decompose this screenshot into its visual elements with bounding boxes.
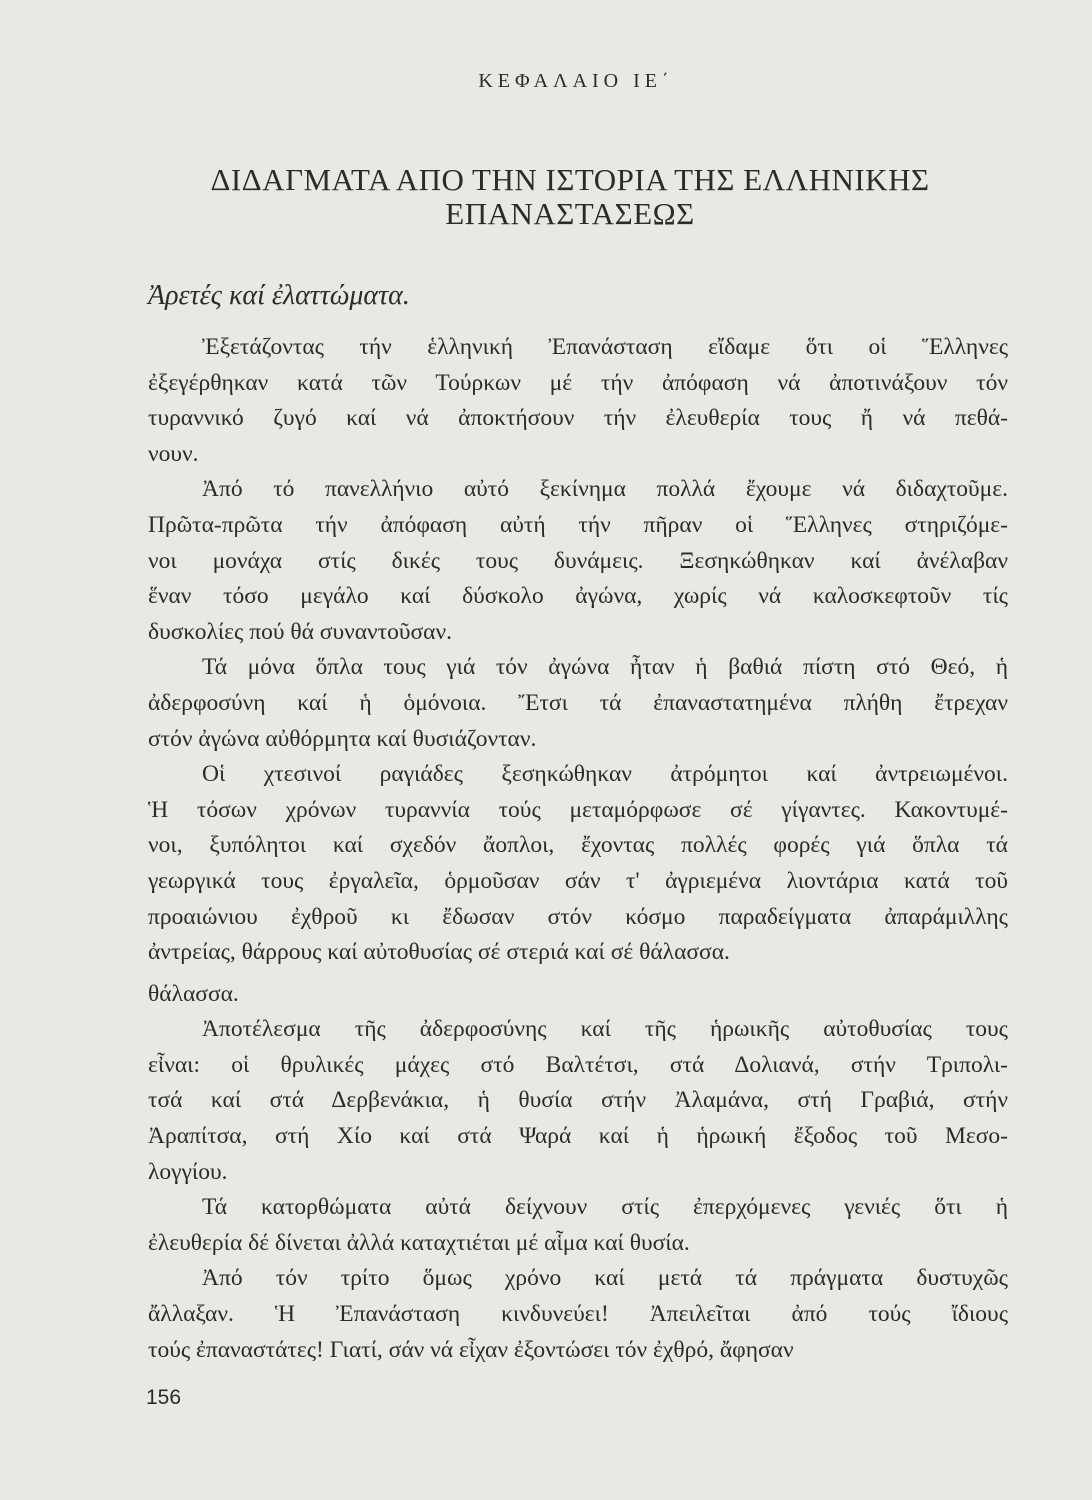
paragraph <box>148 472 1008 650</box>
paragraph <box>148 1012 1008 1190</box>
paragraph-line: λογγίου. <box>148 1158 228 1185</box>
paragraph <box>148 757 1008 1012</box>
paragraph-line: τούς ἐπαναστάτες! Γιατί, σάν νά εἶχαν ἐξοντώσει τόν ἐχθρό, ἄφησαν <box>148 1336 794 1363</box>
paragraph-line: Ἡ τόσων χρόνων τυραννία τούς μεταμόρφωσε σέ γίγαντες. Κακοντυμέ- <box>148 796 1008 823</box>
paragraph <box>148 650 1008 757</box>
chapter-title <box>130 163 1010 231</box>
paragraph-line: θάλασσα. <box>148 980 239 1007</box>
paragraph-line: Ἀπό τόν τρίτο ὅμως χρόνο καί μετά τά πράγματα δυστυχῶς <box>202 1265 1008 1292</box>
paragraph-line: Τά κατορθώματα αὐτά δείχνουν στίς ἐπερχόμενες γενιές ὅτι ἡ <box>202 1194 1008 1221</box>
paragraph-line: ἐξεγέρθηκαν κατά τῶν Τούρκων μέ τήν ἀπόφαση νά ἀποτινάξουν τόν <box>148 369 1008 396</box>
paragraph-line: προαιώνιου ἐχθροῦ κι ἔδωσαν στόν κόσμο παραδείγματα ἀπαράμιλλης <box>148 903 1008 930</box>
paragraph-line: ἕναν τόσο μεγάλο καί δύσκολο ἀγώνα, χωρίς νά καλοσκεφτοῦν τίς <box>148 583 1008 610</box>
paragraph-line: εἶναι: οἱ θρυλικές μάχες στό Βαλτέτσι, στά Δολιανά, στήν Τριπολι- <box>148 1051 1008 1078</box>
chapter-title-line: ΕΠΑΝΑΣΤΑΣΕΩΣ <box>445 196 695 231</box>
chapter-label: ΚΕΦΑΛΑΙΟ ΙΕ΄ <box>478 70 674 92</box>
paragraph-line: τυραννικό ζυγό καί νά ἀποκτήσουν τήν ἐλευθερία τους ἤ νά πεθά- <box>148 405 1008 432</box>
paragraph-line: στόν ἀγώνα αὐθόρμητα καί θυσιάζονταν. <box>148 725 537 752</box>
section-heading: Ἀρετές καί ἐλαττώματα. <box>148 280 410 311</box>
paragraph-line: Τά μόνα ὅπλα τους γιά τόν ἀγώνα ἦταν ἡ βαθιά πίστη στό Θεό, ἡ <box>202 654 1008 681</box>
paragraph-line: ἐλευθερία δέ δίνεται ἀλλά καταχτιέται μέ αἷμα καί θυσία. <box>148 1229 690 1256</box>
paragraph-line: γεωργικά τους ἐργαλεῖα, ὁρμοῦσαν σάν τ' ἀγριεμένα λιοντάρια κατά τοῦ <box>148 867 1008 894</box>
page-number: 156 <box>146 1386 182 1409</box>
chapter-title-line: ΔΙΔΑΓΜΑΤΑ ΑΠΟ ΤΗΝ ΙΣΤΟΡΙΑ ΤΗΣ ΕΛΛΗΝΙΚΗΣ <box>210 162 930 197</box>
paragraph-line: δυσκολίες πού θά συναντοῦσαν. <box>148 618 452 645</box>
paragraph-line: Ἀραπίτσα, στή Χίο καί στά Ψαρά καί ἡ ἡρωική ἔξοδος τοῦ Μεσο- <box>148 1123 1008 1150</box>
paragraph <box>148 1261 1008 1368</box>
paragraph-line: Ἀποτέλεσμα τῆς ἀδερφοσύνης καί τῆς ἡρωικῆς αὐτοθυσίας τους <box>202 1016 1008 1043</box>
paragraph-line: Πρῶτα-πρῶτα τήν ἀπόφαση αὐτή τήν πῆραν οἱ Ἕλληνες στηριζόμε- <box>148 511 1008 538</box>
paragraph <box>148 330 1008 472</box>
paragraph-line: νοι, ξυπόλητοι καί σχεδόν ἄοπλοι, ἔχοντας πολλές φορές γιά ὅπλα τά <box>148 832 1008 859</box>
paragraph-line: τσά καί στά Δερβενάκια, ἡ θυσία στήν Ἀλαμάνα, στή Γραβιά, στήν <box>148 1087 1008 1114</box>
paragraph-line: Ἐξετάζοντας τήν ἑλληνική Ἐπανάσταση εἴδαμε ὅτι οἱ Ἕλληνες <box>202 334 1008 360</box>
paragraph-line: ἄλλαξαν. Ἡ Ἐπανάσταση κινδυνεύει! Ἀπειλεῖται ἀπό τούς ἴδιους <box>148 1301 1008 1328</box>
paragraph-line: Ἀπό τό πανελλήνιο αὐτό ξεκίνημα πολλά ἔχουμε νά διδαχτοῦμε. <box>202 476 1008 503</box>
paragraph-line: ἀντρείας, θάρρους καί αὐτοθυσίας σέ στεριά καί σέ θάλασσα. <box>148 939 730 966</box>
paragraph-line: ἀδερφοσύνη καί ἡ ὁμόνοια. Ἔτσι τά ἐπαναστατημένα πλήθη ἔτρεχαν <box>148 689 1008 716</box>
paragraph-line: νουν. <box>148 440 199 467</box>
paragraph-line: νοι μονάχα στίς δικές τους δυνάμεις. Ξεσηκώθηκαν καί ἀνέλαβαν <box>148 547 1008 574</box>
paragraph <box>148 1190 1008 1261</box>
body-text <box>148 330 1008 1368</box>
paragraph-line: Οἱ χτεσινοί ραγιάδες ξεσηκώθηκαν ἀτρόμητοι καί ἀντρειωμένοι. <box>202 761 1008 788</box>
